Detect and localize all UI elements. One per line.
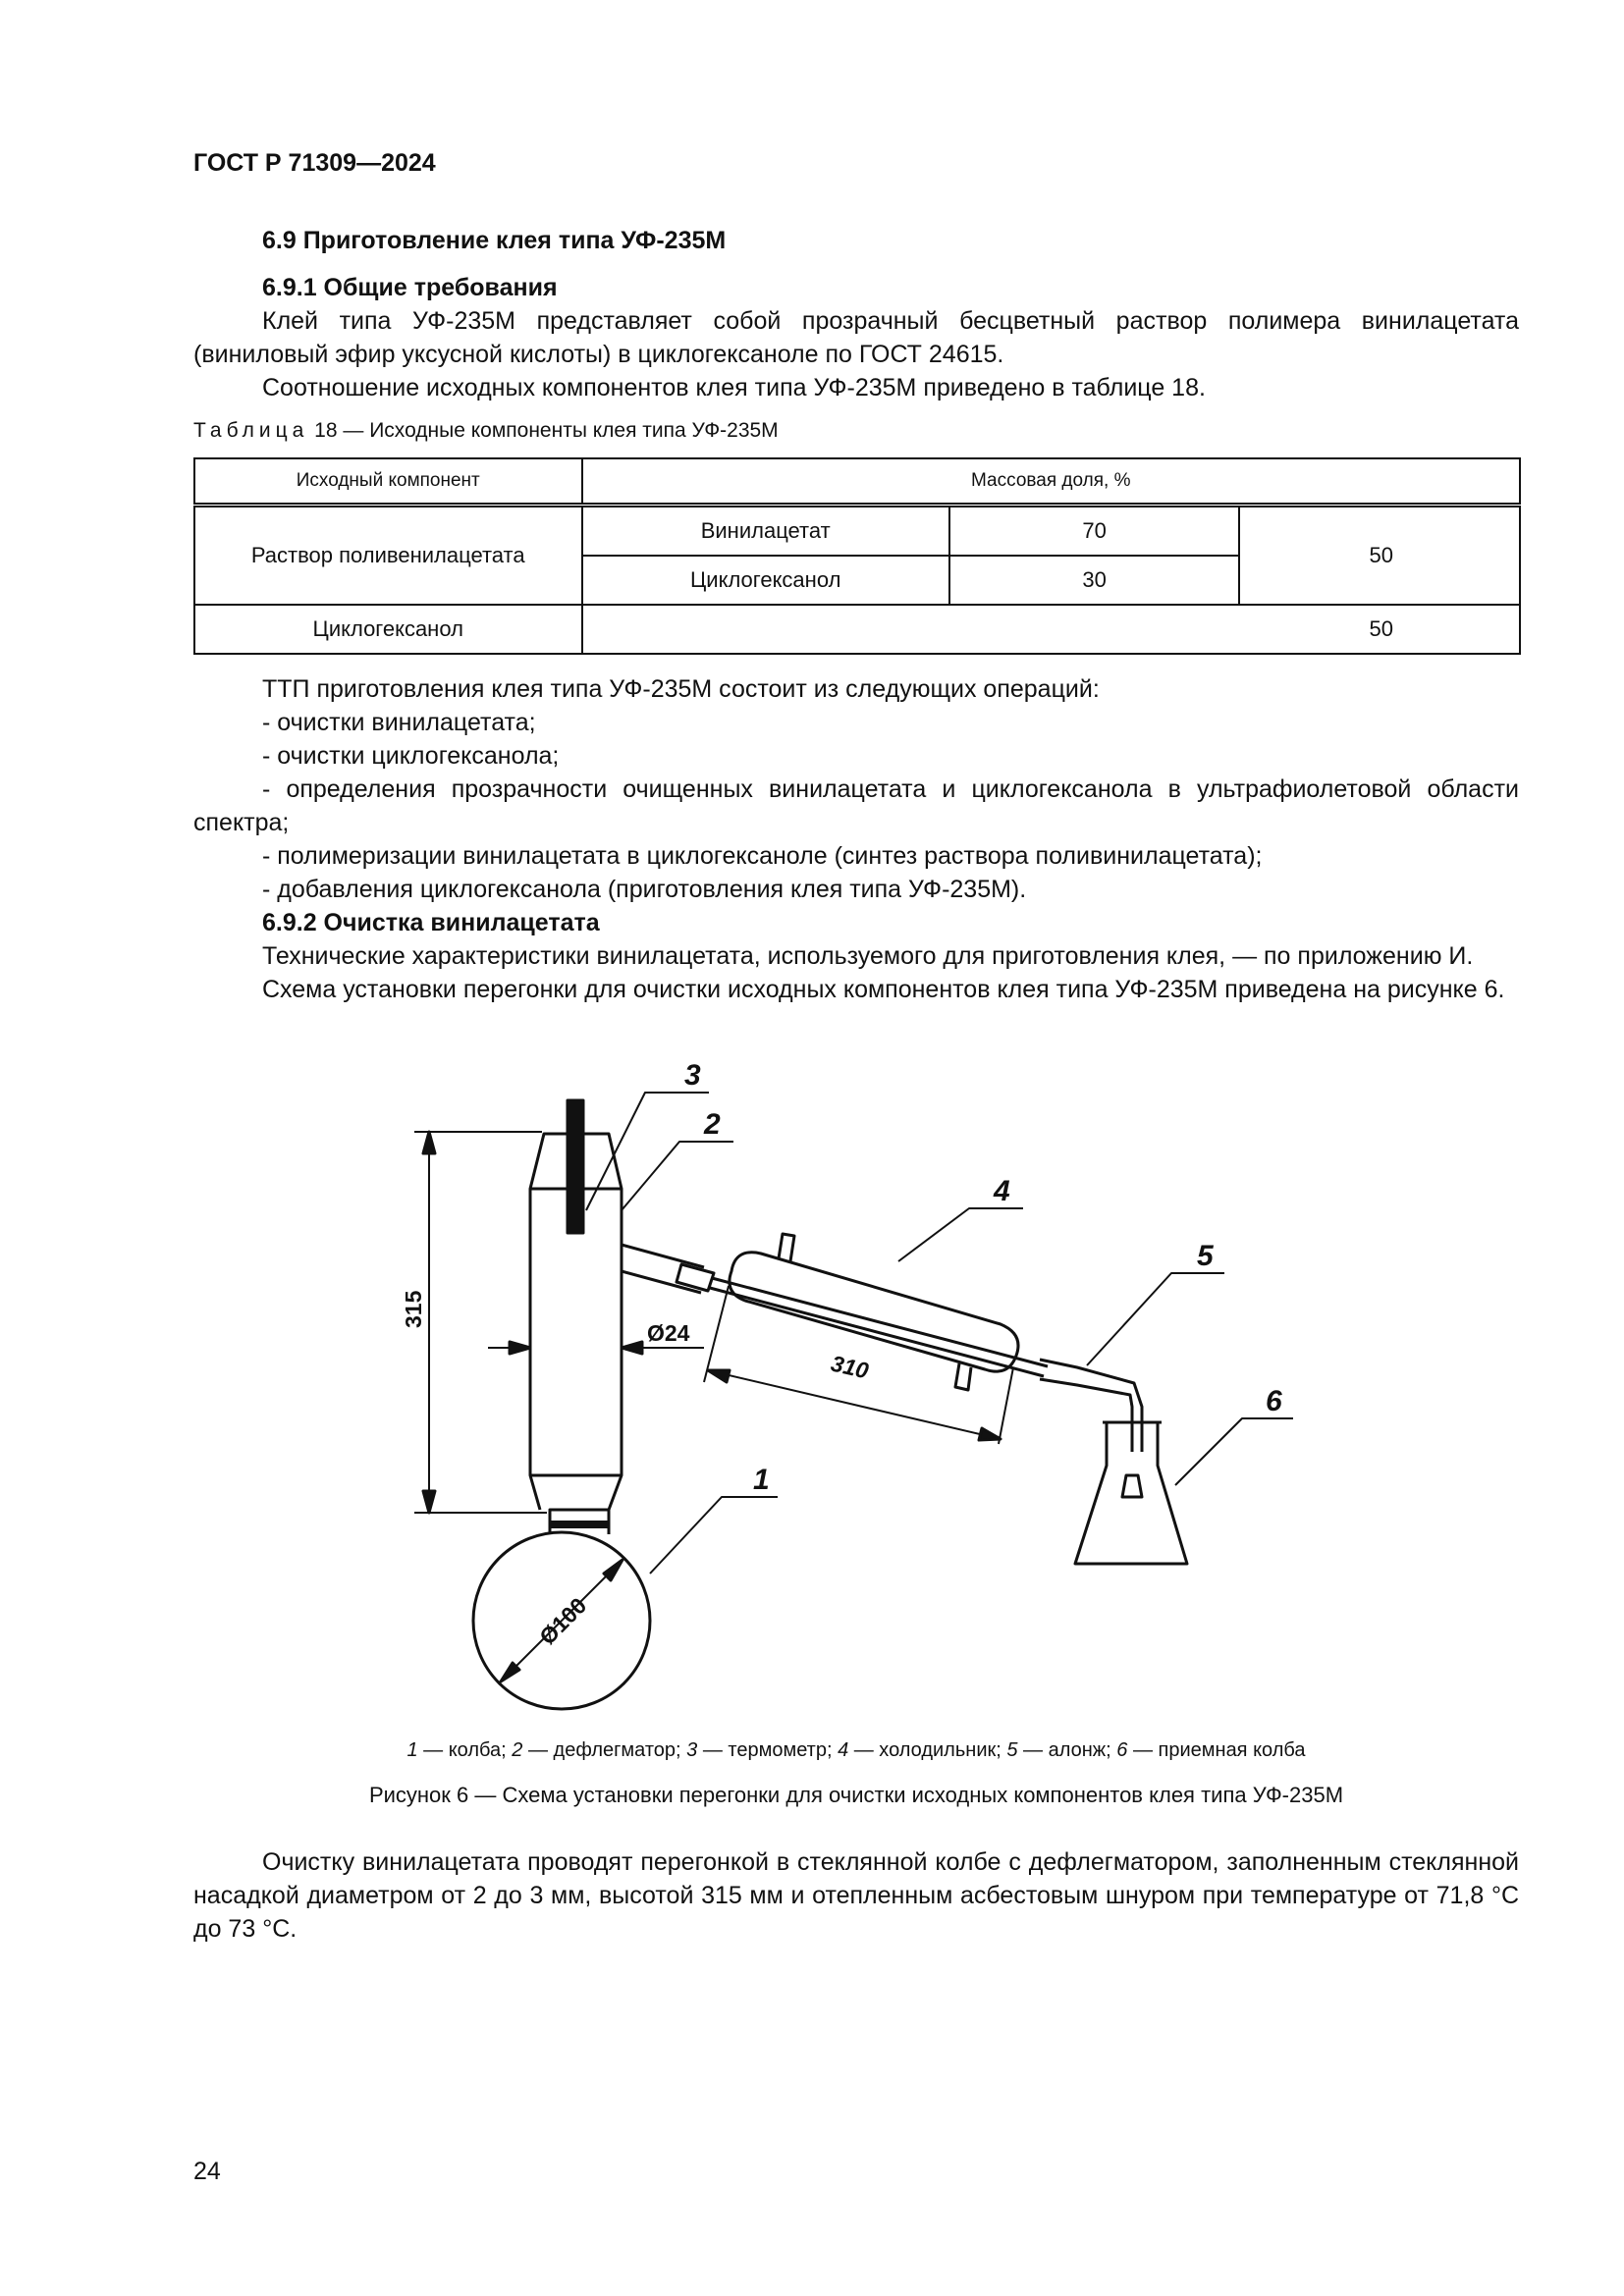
leader-2 xyxy=(622,1142,733,1210)
allonge-tip xyxy=(1122,1475,1142,1497)
legend-text: — холодильник; xyxy=(848,1739,1007,1761)
legend-num: 3 xyxy=(686,1739,698,1761)
leader-6 xyxy=(1175,1418,1293,1485)
list-item: - очистки винилацетата; xyxy=(262,709,536,736)
table-caption-word: Таблица xyxy=(193,419,309,442)
legend-text: — дефлегматор; xyxy=(522,1739,687,1761)
figure-label-6: 6 xyxy=(1266,1385,1282,1417)
legend-text: — термометр; xyxy=(697,1739,839,1761)
legend-num: 6 xyxy=(1116,1739,1128,1761)
list-item: - очистки циклогексанола; xyxy=(262,742,560,770)
leader-5 xyxy=(1087,1273,1224,1365)
dim-text-flask: Ø100 xyxy=(534,1592,592,1650)
dim-length-ext-right xyxy=(999,1367,1013,1444)
dim-length-ext-left xyxy=(704,1286,729,1382)
cell-vinyl-acetate-value: 70 xyxy=(949,506,1239,557)
distillation-diagram xyxy=(193,1014,1521,1726)
subsection-heading-purification: 6.9.2 Очистка винилацетата xyxy=(262,909,600,936)
dim-text-length: 310 xyxy=(828,1350,872,1384)
figure-label-1: 1 xyxy=(753,1464,770,1496)
cell-vinyl-acetate: Винилацетат xyxy=(582,506,949,557)
legend-num: 2 xyxy=(512,1739,523,1761)
subsection-heading-general: 6.9.1 Общие требования xyxy=(262,274,558,301)
dim-arrow-bottom xyxy=(423,1491,435,1513)
dim-length-arrow-left xyxy=(708,1370,730,1382)
condenser-nozzle-top xyxy=(779,1234,794,1261)
cell-solution-total: 50 xyxy=(1239,506,1520,606)
figure-label-3: 3 xyxy=(684,1059,701,1092)
condenser-nozzle-bottom xyxy=(955,1363,971,1390)
figure-label-4: 4 xyxy=(994,1175,1010,1207)
legend-num: 4 xyxy=(838,1739,849,1761)
legend-num: 1 xyxy=(406,1739,418,1761)
dim-flask-arrow-right xyxy=(604,1560,623,1580)
dim-text-column: Ø24 xyxy=(647,1320,690,1346)
section-heading: 6.9 Приготовление клея типа УФ-235М xyxy=(262,227,727,254)
figure-label-2: 2 xyxy=(704,1108,721,1141)
allonge-shape xyxy=(1040,1360,1142,1452)
document-header: ГОСТ Р 71309—2024 xyxy=(193,149,436,177)
table-caption xyxy=(193,414,1519,448)
figure-caption: Рисунок 6 — Схема установки перегонки для очистки исходных компонентов клея типа УФ-235М xyxy=(368,1783,1344,1807)
dim-arrow-top xyxy=(423,1132,435,1153)
dim-column-arrow-right xyxy=(622,1342,642,1354)
dim-column-arrow-left xyxy=(510,1342,530,1354)
leader-4 xyxy=(898,1208,1023,1261)
dim-text-height: 315 xyxy=(401,1290,426,1328)
figure-label-5: 5 xyxy=(1197,1240,1214,1272)
list-item: - определения прозрачности очищенных винилацетата и циклогексанола в ультрафиолетовой области спектра; xyxy=(193,775,1519,836)
cell-cyclohexanol-value: 50 xyxy=(582,605,1521,654)
components-table xyxy=(193,457,1521,655)
legend-text: — колба; xyxy=(417,1739,513,1761)
condenser-jacket xyxy=(730,1253,1018,1371)
list-item: - полимеризации винилацетата в циклогексаноле (синтез раствора поливинилацетата); xyxy=(262,842,1263,870)
paragraph-ttp-intro: ТТП приготовления клея типа УФ-235М состоит из следующих операций: xyxy=(262,675,1100,703)
header-component: Исходный компонент xyxy=(194,458,582,506)
cell-cyclohexanol: Циклогексанол xyxy=(194,605,582,654)
table-row xyxy=(194,506,1520,557)
table-header-row xyxy=(194,458,1520,506)
header-mass-fraction: Массовая доля, % xyxy=(582,458,1521,506)
page-number: 24 xyxy=(193,2158,221,2185)
thermometer-shape xyxy=(568,1100,583,1233)
paragraph-table-reference: Соотношение исходных компонентов клея типа УФ-235М приведено в таблице 18. xyxy=(262,374,1206,401)
cell-cyclohexanol-sub-value: 30 xyxy=(949,556,1239,605)
leader-3 xyxy=(586,1093,709,1210)
dim-length-arrow-right xyxy=(979,1428,1001,1440)
table-caption-text: 18 — Исходные компоненты клея типа УФ-235М xyxy=(308,419,779,442)
dim-flask-arrow-left xyxy=(501,1663,519,1682)
paragraph-glue-description: Клей типа УФ-235М представляет собой прозрачный бесцветный раствор полимера винилацетата (виниловый эфир уксусной кислоты) в циклогексаноле по ГОСТ 24615. xyxy=(193,307,1519,368)
page-content xyxy=(193,224,1519,1946)
legend-text: — приемная колба xyxy=(1127,1739,1306,1761)
figure-legend xyxy=(193,1734,1519,1767)
leader-1 xyxy=(650,1497,778,1574)
paragraph-figure-reference: Схема установки перегонки для очистки исходных компонентов клея типа УФ-235М приведена на рисунке 6. xyxy=(262,976,1505,1003)
legend-text: — алонж; xyxy=(1017,1739,1117,1761)
list-item: - добавления циклогексанола (приготовления клея типа УФ-235М). xyxy=(262,876,1027,903)
paragraph-purification-method: Очистку винилацетата проводят перегонкой в стеклянной колбе с дефлегматором, заполненным стеклянной насадкой диаметром от 2 до 3 мм, высотой 315 мм и отепленным асбестовым шнуром при температуре от 71,8 °С до 73 °С. xyxy=(193,1848,1519,1943)
table-row xyxy=(194,605,1520,654)
cell-cyclohexanol-sub: Циклогексанол xyxy=(582,556,949,605)
condenser-inner-tube-lower xyxy=(710,1288,1044,1376)
cell-polymer-solution: Раствор поливенилацетата xyxy=(194,506,582,606)
distillation-figure xyxy=(193,1014,1521,1726)
legend-num: 5 xyxy=(1006,1739,1018,1761)
paragraph-specs-reference: Технические характеристики винилацетата, используемого для приготовления клея, — по приложению И. xyxy=(262,942,1474,970)
